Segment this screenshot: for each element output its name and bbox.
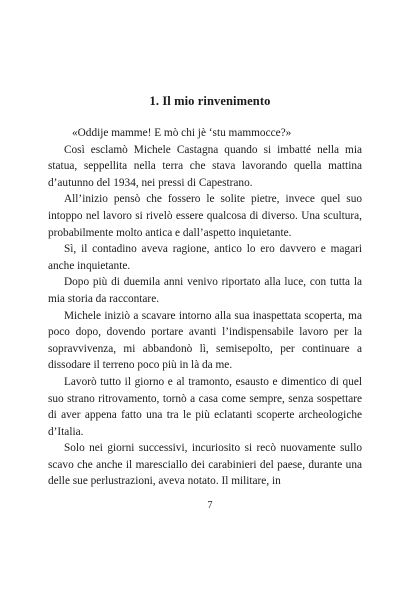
paragraph: Lavorò tutto il giorno e al tramonto, esausto e dimentico di quel suo strano ritrovamento, tornò a casa come sempre, senza sospettare di aver appena fatto una tra le più eclatanti scoperte archeologiche d’Italia. — [48, 375, 362, 438]
paragraph: Così esclamò Michele Castagna quando si imbatté nella mia statua, seppellita nella terra che stava lavorando quella mattina d’autunno del 1934, nei pressi di Capestrano. — [48, 143, 362, 189]
paragraph: Sì, il contadino aveva ragione, antico lo ero davvero e magari anche inquietante. — [48, 243, 362, 272]
page-number: 7 — [207, 500, 213, 511]
body-text — [48, 125, 362, 490]
paragraph: Solo nei giorni successivi, incuriosito si recò nuovamente sullo scavo che anche il maresciallo dei carabinieri del paese, durante una delle sue perlustrazioni, aveva notato. Il militare, in — [48, 442, 362, 488]
paragraph: Michele iniziò a scavare intorno alla sua inaspettata scoperta, ma poco dopo, dovendo portare avanti l’indispensabile lavoro per la sopravvivenza, mi abbandonò lì, semisepolto, per continuare a dissodare il terreno poco più in là da me. — [48, 309, 362, 372]
chapter-title: 1. Il mio rinvenimento — [149, 94, 271, 108]
paragraph: All’inizio pensò che fossero le solite pietre, invece quel suo intoppo nel lavoro si rivelò essere qualcosa di diverso. Una scultura, probabilmente molto antica e dall’aspetto inquietante. — [48, 193, 362, 239]
paragraph: Dopo più di duemila anni venivo riportato alla luce, con tutta la mia storia da raccontare. — [48, 276, 362, 305]
paragraph-quote: «Oddije mamme! E mò chi jè ‘stu mammocce?» — [72, 127, 292, 139]
